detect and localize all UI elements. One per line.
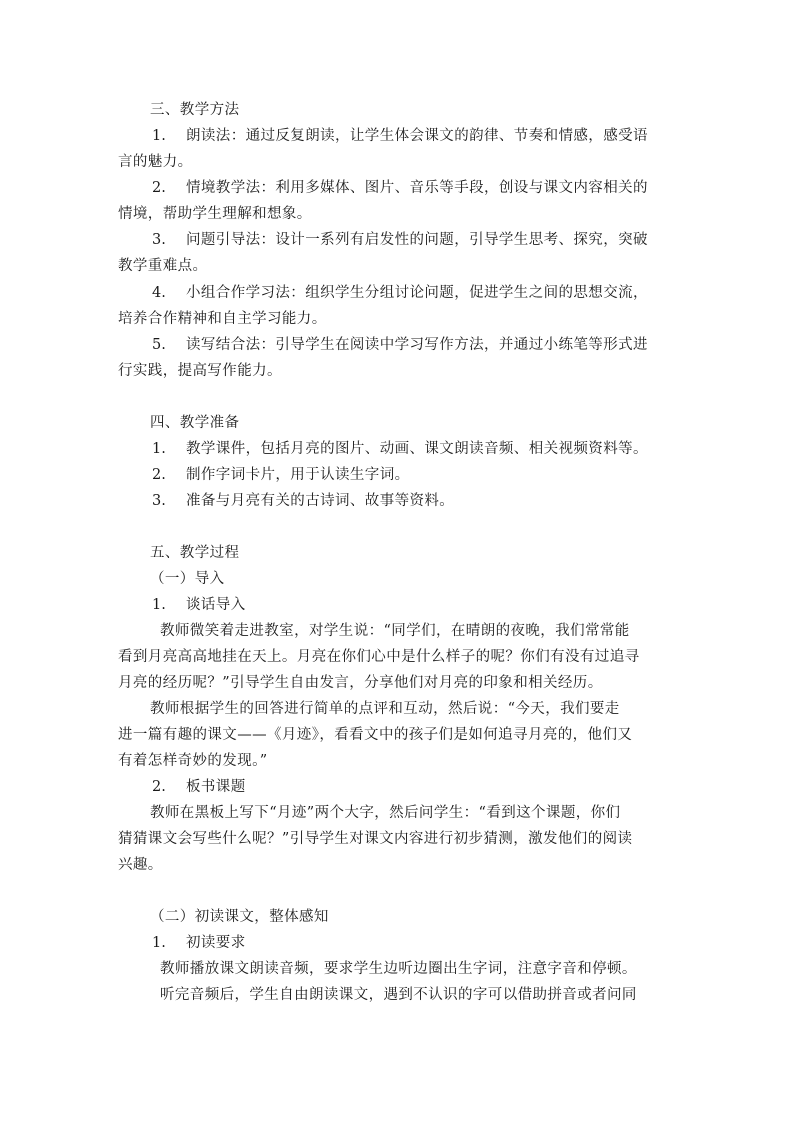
step-title: 初读要求 bbox=[186, 935, 246, 951]
list-number: 1. bbox=[152, 597, 166, 613]
list-item-text-continued: 情境，帮助学生理解和想象。 bbox=[118, 206, 312, 222]
paragraph-line: 看到月亮高高地挂在天上。月亮在你们心中是什么样子的呢？你们有没有过追寻 bbox=[118, 649, 640, 665]
paragraph-line: 月亮的经历呢？”引导学生自由发言，分享他们对月亮的印象和相关经历。 bbox=[118, 675, 603, 691]
list-item-text: 制作字词卡片，用于认读生字词。 bbox=[186, 467, 410, 483]
paragraph-line: 教师在黑板上写下“月迹”两个大字，然后问学生：“看到这个课题，你们 bbox=[150, 805, 621, 821]
list-item-text: 问题引导法：设计一系列有启发性的问题，引导学生思考、探究，突破 bbox=[186, 232, 648, 248]
paragraph-line: 教师微笑着走进教室，对学生说：“同学们，在晴朗的夜晚，我们常常能 bbox=[160, 623, 630, 639]
paragraph-line: 猜猜课文会写些什么呢？”引导学生对课文内容进行初步猜测，激发他们的阅读 bbox=[118, 831, 633, 847]
list-item-text: 朗读法：通过反复朗读，让学生体会课文的韵律、节奏和情感，感受语 bbox=[186, 128, 648, 144]
list-item-text-continued: 行实践，提高写作能力。 bbox=[118, 363, 282, 379]
paragraph-line: 有着怎样奇妙的发现。” bbox=[118, 753, 268, 769]
step-title: 板书课题 bbox=[186, 779, 246, 795]
list-item-text: 情境教学法：利用多媒体、图片、音乐等手段，创设与课文内容相关的 bbox=[186, 180, 648, 196]
list-item-text: 准备与月亮有关的古诗词、故事等资料。 bbox=[186, 493, 455, 509]
subsection-heading-first-reading: （二）初读课文，整体感知 bbox=[150, 909, 329, 925]
paragraph-line: 教师根据学生的回答进行简单的点评和互动，然后说：“今天，我们要走 bbox=[150, 701, 620, 717]
list-item-text-continued: 言的魅力。 bbox=[118, 154, 193, 170]
list-item-text: 小组合作学习法：组织学生分组讨论问题，促进学生之间的思想交流， bbox=[186, 285, 648, 301]
section-heading-teaching-process: 五、教学过程 bbox=[150, 545, 240, 561]
paragraph-line: 教师播放课文朗读音频，要求学生边听边圈出生字词，注意字音和停顿。 bbox=[160, 961, 637, 977]
list-item-text: 读写结合法：引导学生在阅读中学习写作方法，并通过小练笔等形式进 bbox=[186, 337, 648, 353]
section-heading-teaching-preparation: 四、教学准备 bbox=[150, 415, 240, 431]
list-number: 1. bbox=[152, 935, 166, 951]
section-heading-teaching-methods: 三、教学方法 bbox=[150, 102, 240, 118]
list-number: 5. bbox=[152, 337, 166, 353]
paragraph-line: 听完音频后，学生自由朗读课文，遇到不认识的字可以借助拼音或者问同 bbox=[160, 987, 637, 1003]
list-number: 1. bbox=[152, 128, 166, 144]
list-item-text: 教学课件，包括月亮的图片、动画、课文朗读音频、相关视频资料等。 bbox=[186, 441, 648, 457]
paragraph-line: 进一篇有趣的课文——《月迹》，看看文中的孩子们是如何追寻月亮的，他们又 bbox=[118, 727, 633, 743]
list-number: 3. bbox=[152, 493, 166, 509]
list-number: 1. bbox=[152, 441, 166, 457]
list-number: 2. bbox=[152, 180, 166, 196]
list-item-text-continued: 教学重难点。 bbox=[118, 258, 208, 274]
list-number: 2. bbox=[152, 779, 166, 795]
list-number: 3. bbox=[152, 232, 166, 248]
list-number: 4. bbox=[152, 285, 166, 301]
list-item-text-continued: 培养合作精神和自主学习能力。 bbox=[118, 311, 327, 327]
paragraph-line: 兴趣。 bbox=[118, 857, 163, 873]
step-title: 谈话导入 bbox=[186, 597, 246, 613]
list-number: 2. bbox=[152, 467, 166, 483]
subsection-heading-introduction: （一）导入 bbox=[150, 571, 225, 587]
